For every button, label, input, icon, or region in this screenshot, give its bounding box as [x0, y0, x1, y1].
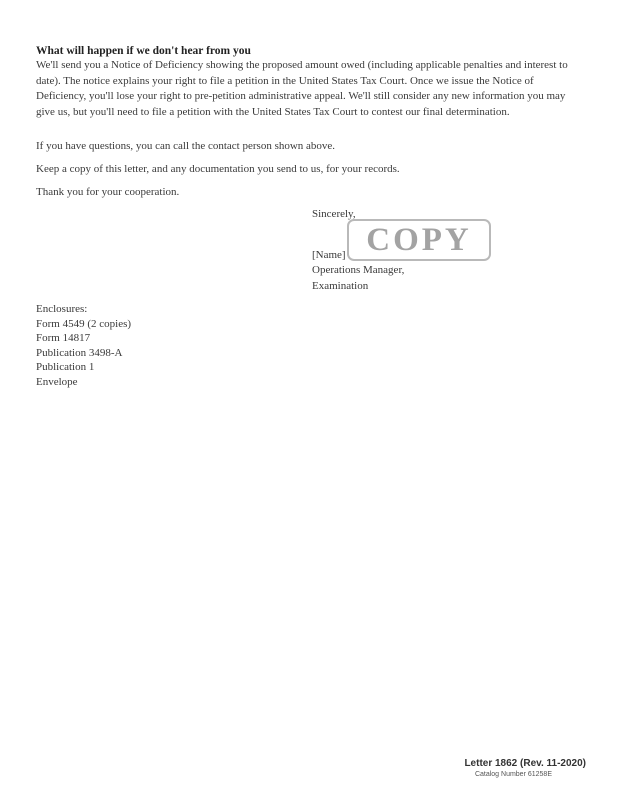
- records-paragraph: Keep a copy of this letter, and any documentation you send to us, for your records.: [36, 163, 400, 175]
- enclosure-item: Publication 1: [36, 361, 95, 373]
- questions-paragraph: If you have questions, you can call the contact person shown above.: [36, 140, 336, 152]
- signature-department: Examination: [312, 280, 369, 292]
- enclosure-item: Form 14817: [36, 332, 91, 344]
- copy-stamp: [347, 219, 491, 261]
- enclosure-item: Envelope: [36, 375, 78, 388]
- notice-paragraph: We'll send you a Notice of Deficiency showing the proposed amount owed (including applicable penalties and interest to date). The notice explains your right to file a petition in the United States Tax Court. Once we issue the Notice of Deficiency, you'll lose your right to pre-petition administrative appeal. We'll still consider any new information you may give us, but you'll need to file a petition with the United States Tax Court to contest our final determination.: [36, 59, 568, 118]
- enclosure-item: Publication 3498-A: [36, 346, 123, 359]
- enclosure-item: Form 4549 (2 copies): [36, 317, 132, 330]
- letter-id: Letter 1862 (Rev. 11-2020): [464, 758, 586, 769]
- enclosures-list: [36, 302, 131, 389]
- copy-stamp-text: COPY: [366, 221, 472, 258]
- catalog-number: Catalog Number 61258E: [474, 771, 552, 778]
- thanks-paragraph: Thank you for your cooperation.: [36, 186, 180, 198]
- signature-closing: Sincerely,: [312, 208, 356, 220]
- enclosures-label: Enclosures:: [36, 303, 88, 315]
- signature-name: [Name]: [312, 249, 346, 261]
- signature-title: Operations Manager,: [312, 264, 405, 276]
- section-heading: What will happen if we don't hear from you: [36, 45, 251, 57]
